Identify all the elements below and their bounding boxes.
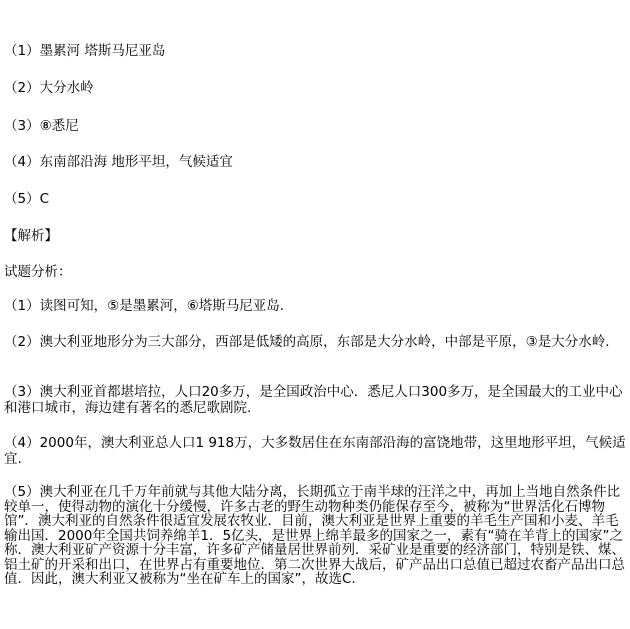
answer-1: （1）墨累河 塔斯马尼亚岛 bbox=[4, 43, 166, 59]
analysis-item-1: （1）读图可知，⑤是墨累河，⑥塔斯马尼亚岛. bbox=[4, 298, 285, 314]
analysis-item-4: （4）2000年，澳大利亚总人口1 918万，大多数居住在东南部沿海的富饶地带，这里地形平坦，气候适宜. bbox=[4, 435, 626, 467]
answer-5: （5）C bbox=[4, 191, 50, 207]
analysis-item-2: （2）澳大利亚地形分为三大部分，西部是低矮的高原，东部是大分水岭，中部是平原，③是大分水岭. bbox=[4, 334, 610, 350]
answer-2: （2）大分水岭 bbox=[4, 80, 94, 96]
analysis-intro: 试题分析： bbox=[4, 264, 72, 280]
analysis-item-3: （3）澳大利亚首都堪培拉，人口20多万，是全国政治中心．悉尼人口300多万，是全国最大的工业中心和港口城市，海边建有著名的悉尼歌剧院. bbox=[4, 384, 623, 416]
analysis-heading: 【解析】 bbox=[4, 228, 58, 244]
analysis-item-5: （5）澳大利亚在几千万年前就与其他大陆分离，长期孤立于南半球的汪洋之中，再加上当地自然条件比较单一，使得动物的演化十分缓慢，许多古老的野生动物种类仍能保存至今，被称为“世界活化石博物馆”．澳大利亚的自然条件很适宜发展农牧业．目前，澳大利亚是世界上重要的羊毛生产国和小麦、羊毛输出国．2000年全国共饲养绵羊1．5亿头，是世界上绵羊最多的国家之一，素有“骑在羊背上的国家”之称．澳大利亚矿产资源十分丰富，许多矿产储量居世界前列．采矿业是重要的经济部门，特别是铁、煤、铝土矿的开采和出口，在世界占有重要地位．第二次世界大战后，矿产品出口总值已超过农畜产品出口总值．因此，澳大利亚又被称为“坐在矿车上的国家”，故选C. bbox=[4, 484, 625, 587]
answer-4: （4）东南部沿海 地形平坦，气候适宜 bbox=[4, 154, 233, 170]
answer-3: （3）⑧悉尼 bbox=[4, 118, 79, 134]
